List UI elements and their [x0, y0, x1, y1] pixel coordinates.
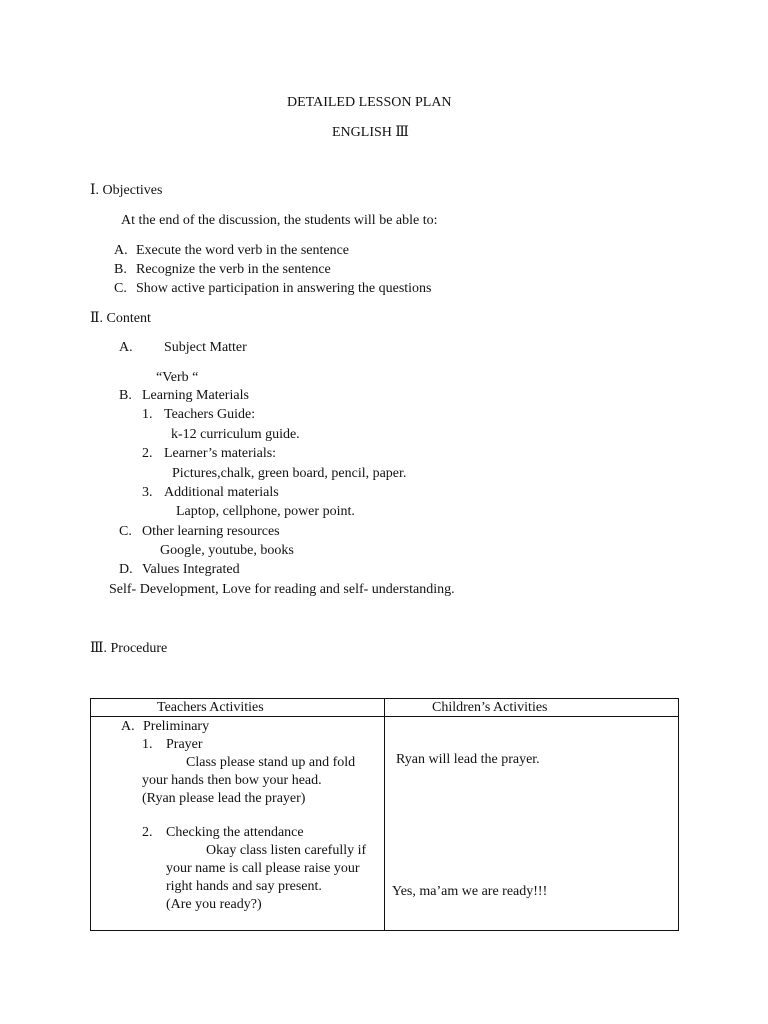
prayer-line-2: your hands then bow your head. [142, 773, 322, 788]
attendance-label: Checking the attendance [166, 825, 304, 840]
procedure-heading: Ⅲ. Procedure [90, 641, 168, 656]
values-label: Values Integrated [142, 562, 240, 577]
document-subject: ENGLISH Ⅲ [332, 125, 409, 140]
subject-matter-marker: A. [119, 340, 133, 355]
other-resources-marker: C. [119, 524, 132, 539]
learning-materials-label: Learning Materials [142, 388, 249, 403]
material-marker-1: 1. [142, 407, 153, 422]
objectives-heading: Ⅰ. Objectives [90, 183, 163, 198]
prayer-marker: 1. [142, 737, 153, 752]
prayer-line-3: (Ryan please lead the prayer) [142, 791, 306, 806]
learning-materials-marker: B. [119, 388, 132, 403]
objective-marker-b: B. [114, 262, 127, 277]
material-detail-1: k-12 curriculum guide. [171, 427, 300, 442]
attendance-line-3: right hands and say present. [166, 879, 322, 894]
prayer-response: Ryan will lead the prayer. [396, 752, 540, 767]
attendance-line-4: (Are you ready?) [166, 897, 262, 912]
table-column-divider [384, 699, 385, 930]
attendance-line-1: Okay class listen carefully if [206, 843, 367, 858]
table-header-divider [91, 716, 678, 717]
table-header-teachers: Teachers Activities [157, 700, 264, 715]
content-heading: Ⅱ. Content [90, 311, 151, 326]
subject-matter-value: “Verb “ [156, 370, 199, 385]
subject-matter-label: Subject Matter [164, 340, 247, 355]
values-detail: Self- Development, Love for reading and self- understanding. [109, 582, 455, 597]
objective-item-c: Show active participation in answering the questions [136, 281, 432, 296]
prayer-line-1: Class please stand up and fold [186, 755, 356, 770]
material-marker-2: 2. [142, 446, 153, 461]
table-header-children: Children’s Activities [432, 700, 548, 715]
objective-marker-c: C. [114, 281, 127, 296]
other-resources-label: Other learning resources [142, 524, 280, 539]
material-label-1: Teachers Guide: [164, 407, 256, 422]
attendance-line-2: your name is call please raise your [166, 861, 360, 876]
section-marker: A. [121, 719, 135, 734]
other-resources-detail: Google, youtube, books [160, 543, 294, 558]
values-marker: D. [119, 562, 133, 577]
material-label-2: Learner’s materials: [164, 446, 277, 461]
prayer-label: Prayer [166, 737, 203, 752]
section-label: Preliminary [143, 719, 210, 734]
objectives-intro: At the end of the discussion, the students will be able to: [121, 213, 438, 228]
attendance-response: Yes, ma’am we are ready!!! [392, 884, 548, 899]
document-title: DETAILED LESSON PLAN [287, 95, 452, 110]
procedure-table [90, 698, 679, 931]
material-label-3: Additional materials [164, 485, 279, 500]
objective-item-b: Recognize the verb in the sentence [136, 262, 331, 277]
attendance-marker: 2. [142, 825, 153, 840]
objective-item-a: Execute the word verb in the sentence [136, 243, 350, 258]
material-detail-2: Pictures,chalk, green board, pencil, paper. [172, 466, 407, 481]
material-detail-3: Laptop, cellphone, power point. [176, 504, 355, 519]
material-marker-3: 3. [142, 485, 153, 500]
objective-marker-a: A. [114, 243, 128, 258]
